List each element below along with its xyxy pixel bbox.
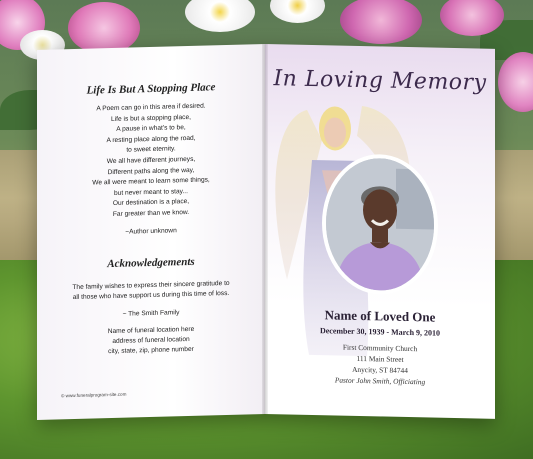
poem-line: A Poem can go in this area if desired.: [96, 102, 206, 113]
poem-line: A pause in what's to be,: [116, 124, 186, 134]
poem-title: Life Is But A Stopping Place: [86, 81, 216, 97]
life-dates: December 30, 1939 - March 9, 2010: [319, 326, 441, 338]
white-flower: [270, 0, 325, 23]
location-line: address of funeral location: [112, 335, 190, 345]
deceased-name: Name of Loved One: [324, 307, 436, 325]
family-signature: ~ The Smith Family: [122, 309, 180, 318]
funeral-program-booklet: [37, 44, 495, 414]
funeral-location: [51, 323, 251, 358]
poem-line: We all were meant to learn some things,: [92, 176, 210, 187]
ack-line: all those who have support us during this time of loss.: [72, 289, 230, 301]
location-line: Name of funeral location here: [107, 325, 195, 336]
poem-line: A resting place along the road,: [106, 134, 196, 144]
acknowledgements-heading: Acknowledgements: [107, 255, 195, 270]
pink-flower: [340, 0, 422, 44]
service-line: First Community Church: [342, 342, 418, 354]
pink-flower: [498, 52, 533, 112]
left-page: [37, 44, 265, 420]
poem-line: but never meant to stay...: [114, 187, 188, 197]
service-line: 111 Main Street: [356, 353, 404, 364]
service-info: [265, 340, 495, 389]
poem-line: Different paths along the way,: [107, 166, 195, 176]
acknowledgements-text: [51, 278, 251, 304]
in-loving-memory-title: In Loving Memory: [273, 66, 487, 96]
poem-author: ~Author unknown: [125, 226, 177, 236]
poem-line: Far greater than we know.: [112, 208, 190, 218]
poem-line: to sweet eternity.: [126, 145, 176, 155]
poem-text: [51, 100, 251, 222]
officiant: Pastor John Smith, Officiating: [334, 375, 426, 387]
poem-line: Life is but a stopping place,: [111, 113, 191, 123]
booklet-spine: [262, 44, 268, 414]
poem-line: Our destination is a place,: [112, 198, 190, 208]
poem-line: We all have different journeys,: [106, 155, 196, 166]
website-credit: © www.funeralprogram-site.com: [61, 391, 127, 399]
white-flower: [185, 0, 255, 32]
right-page: [265, 44, 495, 419]
portrait-photo: [326, 157, 434, 291]
location-line: city, state, zip, phone number: [108, 345, 194, 356]
ack-line: The family wishes to express their sincere gratitude to: [72, 279, 230, 291]
service-line: Anycity, ST 84744: [352, 364, 408, 375]
